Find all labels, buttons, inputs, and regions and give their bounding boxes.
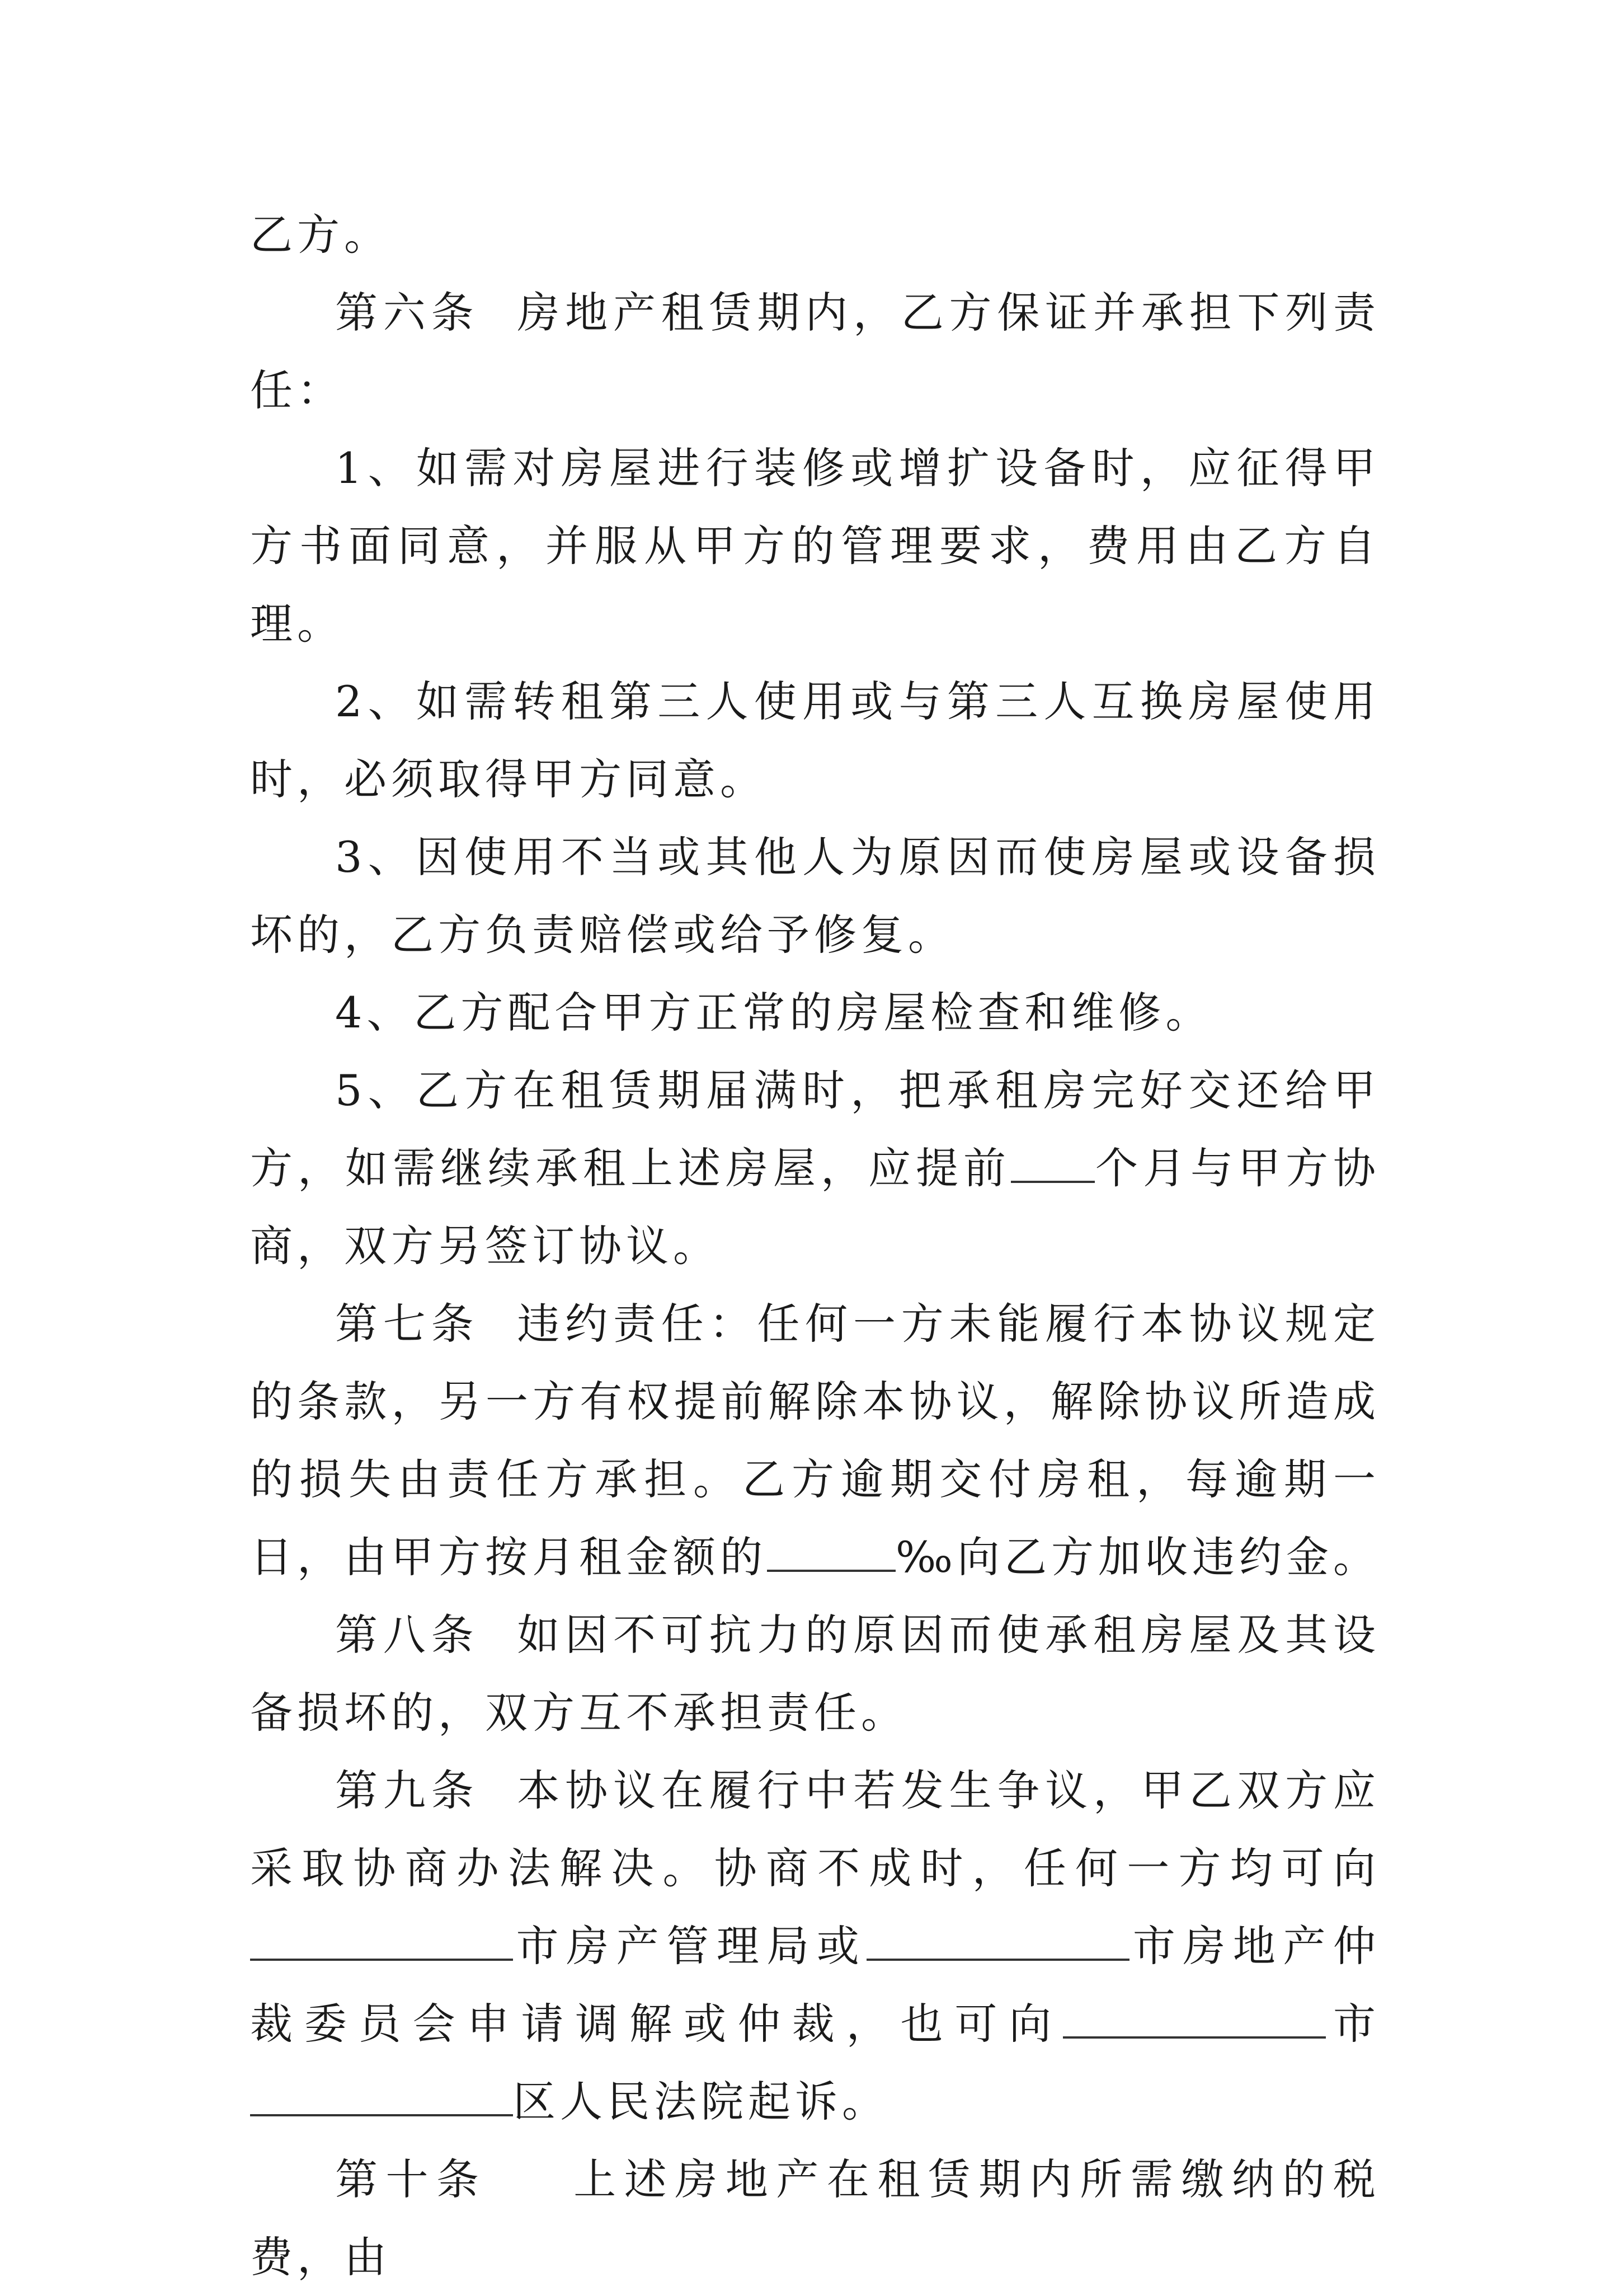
fill-in-blank[interactable] <box>1063 1998 1326 2039</box>
article-6-item-4 <box>250 974 1380 1051</box>
fill-in-blank[interactable] <box>250 1921 513 1961</box>
paragraph-text: 第七条 违约责任：任何一方未能履行本协议规定的条款，另一方有权提前解除本协议，解除协议所造成的损失由责任方承担。乙方逾期交付房租，每逾期一日，由甲方按月租金额的 <box>250 1299 1380 1582</box>
paragraph-text: 市房产管理局或 <box>513 1921 867 1971</box>
paragraph-text: 2、如需转租第三人使用或与第三人互换房屋使用时，必须取得甲方同意。 <box>250 677 1380 804</box>
article-6-heading <box>250 274 1380 429</box>
article-10 <box>250 2140 1380 2296</box>
paragraph-text: 4、乙方配合甲方正常的房屋检查和维修。 <box>335 988 1213 1037</box>
article-7 <box>250 1285 1380 1596</box>
paragraph-text: 第八条 如因不可抗力的原因而使承租房屋及其设备损坏的，双方互不承担责任。 <box>250 1610 1380 1738</box>
contract-body <box>250 196 1380 2296</box>
paragraph-text: 区人民法院起诉。 <box>513 2077 889 2126</box>
article-9 <box>250 1752 1380 2140</box>
paragraph-text: 市房地产仲裁委员会申请调解或仲裁，也可向 <box>250 1921 1381 2049</box>
article-6-item-1 <box>250 429 1380 663</box>
paragraph-text: 个月与甲方协商，双方另签订协议。 <box>250 1143 1380 1271</box>
paragraph-text: ‰向乙方加收违约金。 <box>896 1532 1380 1582</box>
paragraph-text: 乙方。 <box>250 210 391 260</box>
fill-in-blank[interactable] <box>767 1532 896 1572</box>
fill-in-blank[interactable] <box>1011 1143 1095 1183</box>
paragraph-text: 第九条 本协议在履行中若发生争议，甲乙双方应采取协商办法解决。协商不成时，任何一方均可向 <box>250 1766 1380 1893</box>
paragraph-continuation <box>250 196 1380 274</box>
paragraph-text: 5、乙方在租赁期届满时，把承租房完好交还给甲方，如需继续承租上述房屋，应提前 <box>250 1065 1380 1193</box>
article-8 <box>250 1596 1380 1752</box>
paragraph-text: 第六条 房地产租赁期内，乙方保证并承担下列责任： <box>250 288 1380 415</box>
article-6-item-5 <box>250 1051 1380 1285</box>
paragraph-text: 市 <box>1326 1999 1380 2049</box>
paragraph-text: 1、如需对房屋进行装修或增扩设备时，应征得甲方书面同意，并服从甲方的管理要求，费用由乙方自理。 <box>250 443 1380 649</box>
paragraph-text: 第十条 上述房地产在租赁期内所需缴纳的税费，由 <box>250 2154 1380 2282</box>
article-6-item-2 <box>250 663 1380 818</box>
fill-in-blank[interactable] <box>867 1921 1129 1961</box>
article-6-item-3 <box>250 818 1380 974</box>
paragraph-text: 3、因使用不当或其他人为原因而使房屋或设备损坏的，乙方负责赔偿或给予修复。 <box>250 832 1380 960</box>
fill-in-blank[interactable] <box>250 2076 513 2116</box>
